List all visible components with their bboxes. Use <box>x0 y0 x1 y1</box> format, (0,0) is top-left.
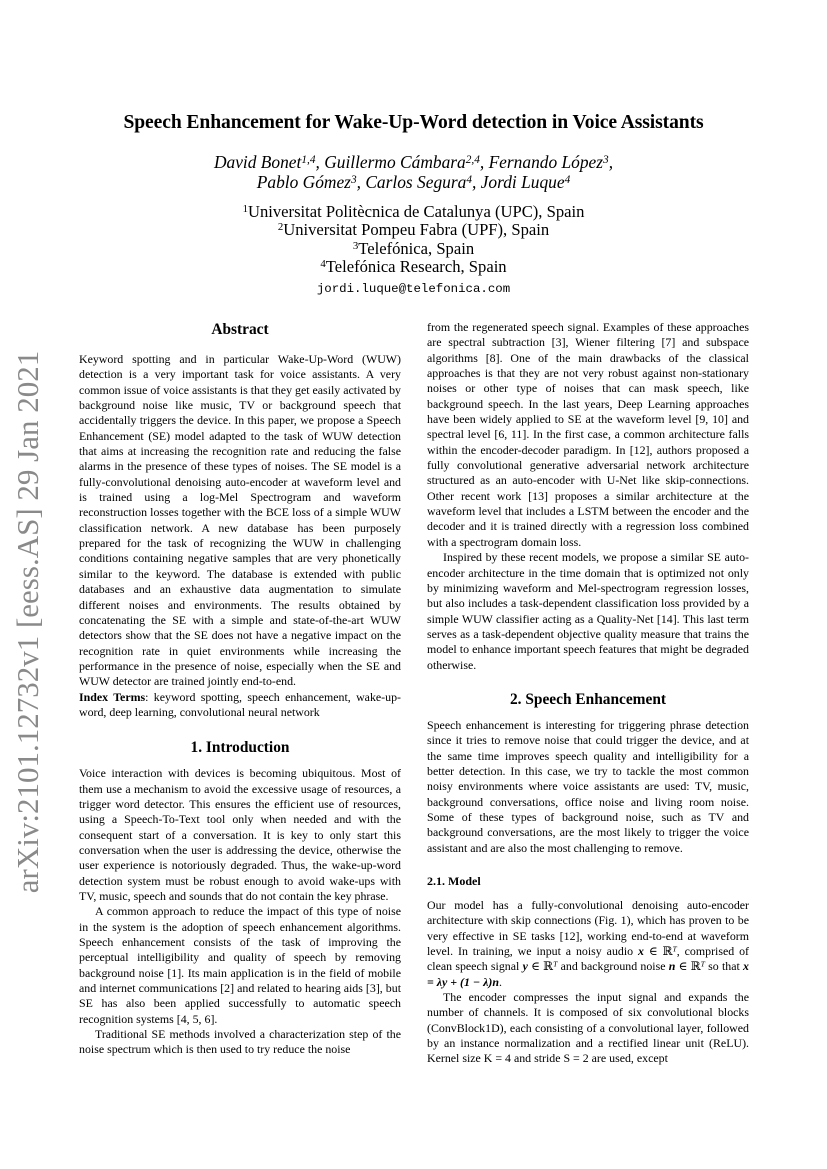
author-line-2 <box>0 172 827 192</box>
model-paragraph-1 <box>427 898 749 990</box>
index-terms <box>79 690 401 721</box>
model-text: and background noise <box>557 959 669 974</box>
affiliation-item <box>0 221 827 239</box>
intro-paragraph-2: A common approach to reduce the impact of this type of noise in the system is the adoption of speech enhancement algorithms. Speech enhancement consists of the task of improving the perceptual intelligibility and quality of speech by removing background noise [1]. Its main application is in the field of mobile and internet communications [2] and related to hearing aids [3], but SE has also been applied successfully to automatic speech recognition systems [4, 5, 6]. <box>79 904 401 1026</box>
affiliation-text: Universitat Politècnica de Catalunya (UPC), Spain <box>247 202 585 221</box>
affiliation-item <box>0 258 827 276</box>
author-affil-mark: 4 <box>564 173 571 186</box>
affiliation-list <box>0 203 827 277</box>
left-column <box>79 320 401 1058</box>
author-name: David Bonet <box>213 152 302 172</box>
abstract-text: Keyword spotting and in particular Wake-Up-Word (WUW) detection is a very important task for voice assistants. A very common issue of voice assistants is that they get easily activated by background noise like music, TV or background speech that accidentally triggers the device. In this paper, we propose a Speech Enhancement (SE) model adapted to the task of WUW detection that aims at increasing the recognition rate and reducing the false alarms in the presence of these types of noises. The SE model is a fully-convolutional denoising auto-encoder at waveform level and is trained using a log-Mel Spectrogram and waveform reconstruction losses together with the BCE loss of a simple WUW classification network. A new database has been purposely prepared for the task of recognizing the WUW in challenging conditions containing negative samples that are very phonetically similar to the keyword. The database is extended with public databases and an exhaustive data augmentation to simulate different noises and environments. The results obtained by concatenating the SE with a simple and state-of-the-art WUW detectors show that the SE does not have a negative impact on the recognition rate in quiet environments while increasing the performance in the presence of noise, especially when the SE and WUW detector are trained jointly end-to-end. <box>79 352 401 689</box>
author-separator: , <box>479 152 489 172</box>
author-affil-mark: 1,4 <box>301 153 316 166</box>
math-sup: T <box>672 944 677 954</box>
model-text: so that <box>704 959 744 974</box>
author-name: Guillermo Cámbara <box>324 152 466 172</box>
intro-paragraph-5: Inspired by these recent models, we propose a similar SE auto-encoder architecture in the time domain that is optimized not only by minimizing waveform and Mel-spectrogram regression losses, but also includes a task-dependent classification loss provided by a simple WUW classifier acting as a Quality-Net [14]. This last term serves as a task-dependent objective quality measure that trains the model to enhance important speech features that might be degraded otherwise. <box>427 550 749 672</box>
introduction-heading: 1. Introduction <box>190 739 290 757</box>
arxiv-stamp-text: arXiv:2101.12732v1 [eess.AS] 29 Jan 2021 <box>10 350 46 894</box>
affiliation-mark: 4 <box>320 258 326 271</box>
index-terms-label: Index Terms <box>79 689 146 704</box>
model-heading: 2.1. Model <box>427 874 481 888</box>
model-text: , comprised of clean speech signal <box>427 944 749 974</box>
affiliation-mark: 2 <box>277 221 284 234</box>
affiliation-item <box>0 203 827 221</box>
model-text: Our model has a fully-convolutional denoising auto-encoder architecture with skip connections (Fig. 1), which has proven to be very effective in SE tasks [12], working end-to-end at waveform level. In training, we input a noisy audio <box>427 898 749 959</box>
author-name: Fernando López <box>488 152 604 172</box>
author-affil-mark: 2,4 <box>465 153 480 166</box>
author-affil-mark: 4 <box>466 173 472 186</box>
math-set: ∈ ℝ <box>643 944 673 959</box>
intro-paragraph-4: from the regenerated speech signal. Examples of these approaches are spectral subtraction [3], Wiener filtering [7] and subspace algorithms [8]. One of the main drawbacks of the classical approaches is that they are not very robust against non-stationary noises or other type of noises that can mask speech, like background speech. In the last years, Deep Learning approaches have been widely applied to SE at the waveform level [9, 10] and spectral level [6, 11]. In the first case, a common architecture falls within the encoder-decoder paradigm. In [12], authors proposed a fully convolutional generative adversarial network architecture structured as an auto-encoder with U-Net like skip-connections. Other recent work [13] proposes a similar architecture at the waveform level that includes a LSTM between the encoder and the decoder and it is trained directly with a regression loss combined with a spectrogram domain loss. <box>427 320 749 549</box>
index-terms-text: : keyword spotting, speech enhancement, wake-up-word, deep learning, convolutional neural network <box>79 689 401 719</box>
affiliation-mark: 3 <box>352 239 359 252</box>
affiliation-mark: 1 <box>242 203 248 216</box>
author-separator: , <box>471 172 481 192</box>
author-separator: , <box>608 152 614 172</box>
author-separator: , <box>356 172 366 192</box>
arxiv-stamp <box>8 350 48 894</box>
math-set: ∈ ℝ <box>675 959 701 974</box>
math-sup: T <box>553 959 558 969</box>
math-x: x <box>638 944 644 959</box>
intro-paragraph-3: Traditional SE methods involved a characterization step of the noise spectrum which is then used to try reduce the noise <box>79 1027 401 1057</box>
intro-paragraph-1: Voice interaction with devices is becoming ubiquitous. Most of them use a mechanism to avoid the excessive usage of resources, a trigger word detector. This ensures the efficient use of resources, using a Speech-To-Text tool only when needed and with the consequent start of a conversation. It is key to only start this conversation when the user is addressing the device, otherwise the user experience is notoriously degraded. Thus, the wake-up-word detection system must be robust enough to avoid wake-ups with TV, music, speech and sounds that do not contain the key phrase. <box>79 766 401 903</box>
math-set: ∈ ℝ <box>527 959 554 974</box>
model-text: . <box>498 974 502 989</box>
contact-email[interactable]: jordi.luque@telefonica.com <box>316 282 511 296</box>
paper-title: Speech Enhancement for Wake-Up-Word detection in Voice Assistants <box>123 112 704 133</box>
affiliation-text: Telefónica, Spain <box>358 238 475 258</box>
math-y: y <box>522 959 528 974</box>
right-column <box>427 320 749 1067</box>
model-paragraph-2: The encoder compresses the input signal and expands the number of channels. It is composed of six convolutional blocks (ConvBlock1D), each consisting of a convolutional layer, followed by an instance normalization and a rectified linear unit (ReLU). Kernel size K = 4 and stride S = 2 are used, except <box>427 990 749 1066</box>
math-n: n <box>668 959 676 974</box>
affiliation-text: Telefónica Research, Spain <box>325 257 507 277</box>
author-name: Jordi Luque <box>480 172 565 192</box>
speech-enhancement-heading: 2. Speech Enhancement <box>509 690 667 708</box>
author-affil-mark: 3 <box>350 173 357 186</box>
affiliation-item <box>0 240 827 258</box>
author-separator: , <box>315 152 325 172</box>
author-name: Pablo Gómez <box>256 172 351 192</box>
se-paragraph-1: Speech enhancement is interesting for triggering phrase detection since it tries to remove noise that could trigger the device, and at the same time improves speech quality and intelligibility for a better detection. In this case, we try to tackle the most common noisy environments where voice assistants are used: TV, music, background conversations, office noise and living room noise. Some of these types of background noise, such as TV and background conversations, are the most likely to trigger the voice assistant and are also the most challenging to remove. <box>427 717 749 855</box>
author-list <box>0 152 827 192</box>
mixing-equation: x = λy + (1 − λ)n <box>427 959 749 989</box>
author-name: Carlos Segura <box>365 172 467 192</box>
abstract-heading: Abstract <box>211 321 269 338</box>
math-sup: T <box>700 959 705 969</box>
affiliation-text: Universitat Pompeu Fabra (UPF), Spain <box>283 220 550 240</box>
author-line-1 <box>0 152 827 172</box>
author-affil-mark: 3 <box>603 153 609 166</box>
